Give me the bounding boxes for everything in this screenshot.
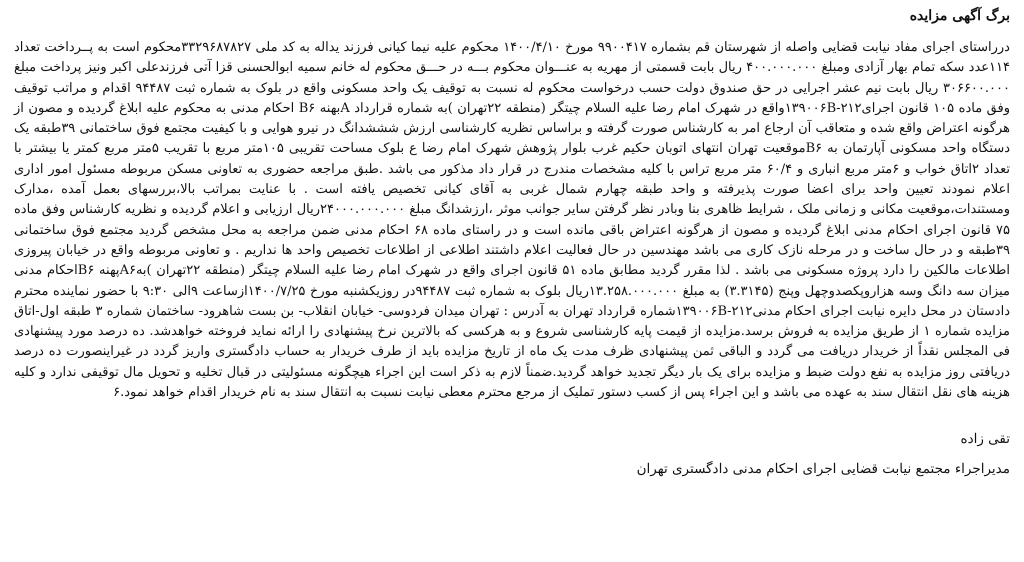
signature-name: تقی زاده [960,431,1010,448]
notice-title: برگ آگهی مزایده [909,8,1010,24]
signature-block [14,429,1010,479]
signature-title: مدیراجراء مجتمع نیابت قضایی اجرای احکام مدنی دادگستری تهران [636,461,1010,478]
notice-body: درراستای اجرای مفاد نیابت قضایی واصله از شهرستان قم بشماره ۹۹۰۰۴۱۷ مورخ ۱۴۰۰/۴/۱۰ محکوم علیه نیما کیانی فرزند یداله به کد ملی ۳۳۲۹۶۸۷۸۲۷محکوم است به پــرداخت تعداد ۱۱۴عدد سکه تمام بهار آزادی ومبلغ ۴۰۰.۰۰۰.۰۰۰ ریال بابت قسمتی از مهریه به عنـــوان محکوم بـــه در حـــق محکوم له خانم سمیه ابوالحسنی قزا آتی فرزندعلی اکبر ونیز پرداخت مبلغ ۳۰۶۶۰۰.۰۰۰ ریال بابت نیم عشر اجرایی در حق صندوق دولت حسب درخواست محکوم له نسبت به توقیف یک واحد مسکونی واقع در بلوک به شماره ثبت ۹۴۴۸۷ اقدام و مراتب توقیف وفق ماده ۱۰۵ قانون اجرای۲۱۲-۱۳۹۰۰۶Bواقع در شهرک امام رضا علیه السلام چیتگر (منطقه ۲۲تهران )به شماره قرارداد Aبهنه B۶ احکام مدنی به محکوم علیه ابلاغ گردیده و مصون از هرگونه اعتراض واقع شده و متعاقب آن ارجاع امر به کارشناس صورت گرفته و براساس نظریه کارشناسی ارزش شششدانگ در نیرو هوایی و با کیفیت مجتمع فوق ساختمانی ۳۹طبقه یک دستگاه واحد مسکونی آپارتمان به B۶موقعیت تهران انتهای اتوبان حکیم غرب بلوار پژوهش شهرک امام رضا ع بلوک مساحت تقریبی ۱۰۵متر مربع با تقریب ۵متر مربع کمتر یا بیشتر با تعداد ۲اتاق خواب و ۶متر مربع انباری و ۶۰/۴ متر مربع تراس با کلیه مشخصات مندرج در قرار داد مذکور می باشد .طبق مراجعه حضوری به تعاونی مسکن مربوطه مسئول امور اداری اعلام نمودند تعیین واحد برای اعضا صورت پذیرفته و واحد طبقه چهارم شمال غربی به آقای کیانی تخصیص یافته است . با عنایت بمراتب بالا،بررسهای بعمل آمده ،مدارک ومستندات،موقعیت مکانی و زمانی ملک ، شرایط ظاهری بنا وبادر نظر گرفتن سایر جوانب موثر ،ارزشدانگ مبلغ ۲۴۰۰۰.۰۰۰.۰۰۰ریال ارزیابی و اعلام گردیده و نظریه کارشناس وفق ماده ۷۵ قانون اجرای احکام مدنی ابلاغ گردیده و مصون از هرگونه اعتراض باقی مانده است و در راستای ماده ۶۸ احکام مدنی ضمن مراجعه به محل مشخص گردید مجتمع فوق ساختمانی ۳۹طبقه و در حال ساخت و در مرحله نازک کاری می باشد مهندسین در حال فعالیت اعلام داشتند اطلاعی از اطلاعات تخصیص واحد ها نداریم . و تعاونی مربوطه واقع در خیابان پیروزی اطلاعات مالکین را دارد پروژه مسکونی می باشد . لذا مقرر گردید مطابق ماده ۵۱ قانون اجرای واقع در شهرک امام رضا علیه السلام چیتگر (منطقه ۲۲تهران )بهA۶پهنه B۶احکام مدنی میزان سه دانگ وسه هزاروپکصدوچهل وپنج (۳.۳۱۴۵) به مبلغ ۱۳.۲۵۸.۰۰۰.۰۰۰ریال بلوک به شماره ثبت ۹۴۴۸۷در روزیکشنبه مورخ ۱۴۰۰/۷/۲۵ازساعت ۹الی ۹:۳۰ با حضور نماینده محترم دادستان در محل دایره نیابت اجرای احکام مدنی۲۱۲-۱۳۹۰۰۶Bشماره قرارداد تهران به آدرس : تهران میدان فردوسی- خیابان انقلاب- بن بست شاهرود- ساختمان شماره ۳ طبقه اول-اتاق مزایده شماره ۱ از طریق مزایده به فروش برسد.مزایده از قیمت پایه کارشناسی شروع و به هرکسی که بالاترین نرخ پیشنهادی را ارائه نماید فروخته خواهدشد. ده درصد مورد پیشنهادی فی المجلس نقداً از خریدار دریافت می گردد و الباقی ثمن پیشنهادی ظرف مدت یک ماه از تاریخ مزایده باید از طرف خریدار به حساب دادگستری واریز گردد در غیراینصورت ده درصد دریافتی روز مزایده به نفع دولت ضبط و مزایده برای یک بار دیگر تجدید خواهد گردید.ضمناً لازم به ذکر است این اجراء هیچگونه مسئولیتی در قبال تخلیه و تحویل مال توقیفی ندارد و کلیه هزینه های نقل انتقال سند به عهده می باشد و این اجراء پس از کسب دستور تملیک از مرجع محترم معطی نیابت نسبت به انتقال سند به نام خریدار اقدام خواهد نمود.۶ [14,40,1011,401]
